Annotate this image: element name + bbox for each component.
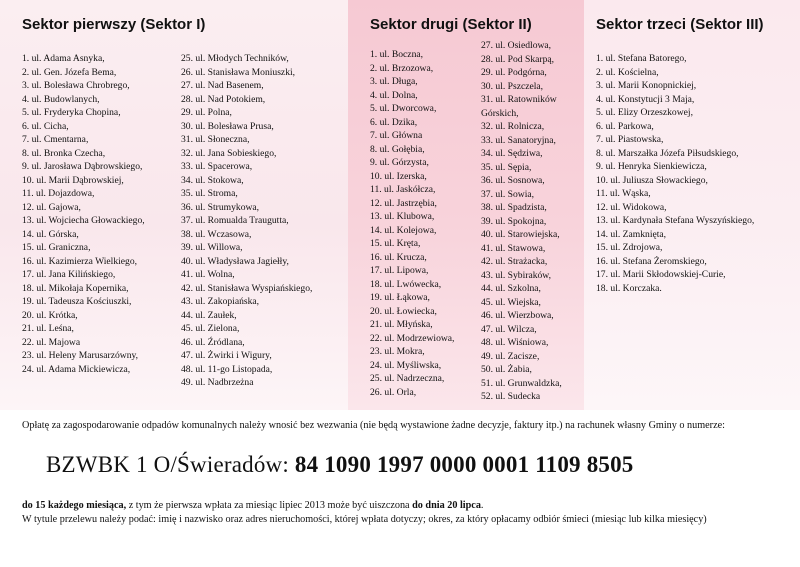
street-item: 42. ul. Stanisława Wyspiańskiego,: [181, 282, 313, 294]
street-item: 19. ul. Tadeusza Kościuszki,: [22, 296, 132, 307]
street-item: 31. ul. Ratowników Górskich,: [481, 94, 557, 119]
deadline-text: do 15 każdego miesiąca,: [22, 500, 127, 511]
street-item: 18. ul. Mikołaja Kopernika,: [22, 282, 129, 294]
street-item: 33. ul. Sanatoryjna,: [481, 134, 556, 146]
street-item: 22. ul. Majowa: [22, 336, 81, 348]
street-item: 41. ul. Wolna,: [181, 269, 235, 280]
street-item: 27. ul. Osiedlowa,: [481, 40, 552, 51]
street-item: 28. ul. Pod Skarpą,: [481, 53, 555, 65]
street-item: 32. ul. Rolnicza,: [481, 121, 545, 132]
transfer-title-info: W tytule przelewu należy podać: imię i nazwisko oraz adres nieruchomości, której wpłata dotyczy; okres, za który opłacamy odbiór śmieci (miesiąc lub kilka miesięcy): [22, 513, 707, 525]
street-item: 14. ul. Górska,: [22, 228, 79, 240]
street-item: 45. ul. Wiejska,: [481, 296, 541, 308]
street-item: 15. ul. Kręta,: [370, 238, 421, 249]
street-item: 43. ul. Sybiraków,: [481, 269, 551, 281]
street-item: 4. ul. Budowlanych,: [22, 93, 100, 105]
street-item: 20. ul. Łowiecka,: [370, 305, 437, 317]
street-item: 17. ul. Marii Skłodowskiej-Curie,: [596, 269, 726, 280]
street-item: 28. ul. Nad Potokiem,: [181, 93, 266, 105]
payment-deadline-info: [22, 499, 782, 526]
sector-1-street-list-right: [181, 52, 312, 390]
street-item: 3. ul. Marii Konopnickiej,: [596, 80, 697, 91]
street-item: 24. ul. Myśliwska,: [370, 359, 442, 371]
street-item: 42. ul. Strażacka,: [481, 256, 548, 267]
street-item: 14. ul. Kolejowa,: [370, 224, 437, 236]
street-item: 34. ul. Stokowa,: [181, 174, 244, 186]
street-item: 13. ul. Wojciecha Głowackiego,: [22, 215, 145, 226]
street-item: 5. ul. Fryderyka Chopina,: [22, 107, 121, 118]
street-item: 13. ul. Klubowa,: [370, 211, 435, 222]
street-item: 9. ul. Górzysta,: [370, 157, 429, 168]
street-item: 47. ul. Żwirki i Wigury,: [181, 350, 272, 361]
street-item: 18. ul. Lwówecka,: [370, 278, 442, 290]
street-item: 12. ul. Gajowa,: [22, 201, 81, 213]
street-item: 36. ul. Sosnowa,: [481, 175, 545, 186]
street-item: 14. ul. Zamknięta,: [596, 228, 667, 240]
deadline-end: .: [480, 500, 484, 511]
street-item: 37. ul. Sowia,: [481, 188, 535, 200]
street-item: 20. ul. Krótka,: [22, 309, 78, 321]
street-item: 2. ul. Gen. Józefa Bema,: [22, 66, 117, 78]
sector-2-street-list-right: [481, 39, 562, 404]
street-item: 44. ul. Szkolna,: [481, 283, 541, 294]
street-item: 11. ul. Dojazdowa,: [22, 188, 95, 199]
street-item: 21. ul. Leśna,: [22, 323, 74, 334]
street-item: 3. ul. Bolesława Chrobrego,: [22, 80, 130, 91]
street-item: 39. ul. Spokojna,: [481, 215, 547, 227]
bank-name: BZWBK 1 O/Świeradów:: [46, 452, 289, 477]
sector-3-street-list: [596, 52, 754, 295]
street-item: 1. ul. Boczna,: [370, 49, 424, 60]
street-item: 46. ul. Źródlana,: [181, 336, 245, 348]
street-item: 29. ul. Polna,: [181, 107, 232, 118]
street-item: 46. ul. Wierzbowa,: [481, 310, 554, 321]
street-item: 17. ul. Jana Kilińskiego,: [22, 269, 116, 280]
street-item: 30. ul. Bolesława Prusa,: [181, 120, 274, 132]
bank-account-line: [46, 452, 634, 478]
street-item: 33. ul. Spacerowa,: [181, 161, 253, 172]
street-item: 18. ul. Korczaka.: [596, 282, 662, 294]
street-item: 6. ul. Dzika,: [370, 116, 418, 128]
street-item: 52. ul. Sudecka: [481, 391, 541, 402]
street-item: 7. ul. Piastowska,: [596, 134, 664, 145]
street-item: 38. ul. Spadzista,: [481, 202, 547, 213]
street-item: 6. ul. Cicha,: [22, 120, 69, 132]
sector-2-street-list-left: [370, 48, 454, 399]
street-item: 49. ul. Nadbrzeżna: [181, 377, 254, 388]
street-item: 27. ul. Nad Basenem,: [181, 80, 264, 91]
street-item: 1. ul. Stefana Batorego,: [596, 53, 687, 64]
street-item: 4. ul. Dolna,: [370, 89, 418, 101]
street-item: 40. ul. Starowiejska,: [481, 229, 560, 240]
street-item: 9. ul. Jarosława Dąbrowskiego,: [22, 161, 143, 172]
street-item: 12. ul. Jastrzębia,: [370, 197, 437, 209]
street-item: 25. ul. Młodych Techników,: [181, 53, 289, 64]
street-item: 29. ul. Podgórna,: [481, 67, 547, 78]
street-item: 50. ul. Żabia,: [481, 364, 532, 375]
street-item: 7. ul. Cmentarna,: [22, 134, 89, 145]
street-item: 16. ul. Kazimierza Wielkiego,: [22, 255, 138, 267]
street-item: 49. ul. Zacisze,: [481, 350, 540, 362]
street-item: 4. ul. Konstytucji 3 Maja,: [596, 93, 695, 105]
street-item: 23. ul. Heleny Marusarzówny,: [22, 350, 139, 361]
street-item: 7. ul. Główna: [370, 130, 423, 141]
sector-2-panel: [348, 0, 584, 410]
street-item: 31. ul. Słoneczna,: [181, 134, 250, 145]
street-item: 9. ul. Henryka Sienkiewicza,: [596, 161, 707, 172]
street-item: 10. ul. Marii Dąbrowskiej,: [22, 174, 124, 186]
street-item: 47. ul. Wilcza,: [481, 323, 537, 335]
street-item: 15. ul. Graniczna,: [22, 242, 91, 253]
sector-2-title: Sektor drugi (Sektor II): [370, 16, 532, 33]
street-item: 26. ul. Orla,: [370, 386, 417, 398]
street-item: 43. ul. Zakopiańska,: [181, 296, 260, 307]
deadline-date: do dnia 20 lipca: [412, 500, 481, 511]
street-item: 16. ul. Stefana Żeromskiego,: [596, 255, 707, 267]
street-item: 2. ul. Kościelna,: [596, 66, 659, 78]
payment-instructions: Opłatę za zagospodarowanie odpadów komunalnych należy wnosić bez wezwania (nie będą wystawione żadne decyzje, faktury itp.) na rachunek własny Gminy o numerze:: [22, 420, 725, 431]
street-item: 51. ul. Grunwaldzka,: [481, 377, 562, 389]
street-item: 40. ul. Władysława Jagiełły,: [181, 255, 289, 267]
street-item: 8. ul. Gołębia,: [370, 143, 425, 155]
street-item: 12. ul. Widokowa,: [596, 201, 667, 213]
street-item: 41. ul. Stawowa,: [481, 242, 546, 254]
street-item: 37. ul. Romualda Traugutta,: [181, 215, 289, 226]
street-item: 3. ul. Długa,: [370, 76, 418, 87]
street-item: 30. ul. Pszczela,: [481, 80, 544, 92]
street-item: 11. ul. Jaskółcza,: [370, 184, 436, 195]
sector-1-street-list-left: [22, 52, 145, 376]
account-number: 84 1090 1997 0000 0001 1109 8505: [294, 452, 634, 477]
street-item: 15. ul. Zdrojowa,: [596, 242, 663, 253]
street-item: 21. ul. Młyńska,: [370, 319, 433, 330]
street-item: 10. ul. Juliusza Słowackiego,: [596, 174, 708, 186]
street-item: 1. ul. Adama Asnyka,: [22, 53, 105, 64]
sector-3-title: Sektor trzeci (Sektor III): [596, 16, 764, 33]
street-item: 34. ul. Sędziwa,: [481, 148, 543, 159]
street-item: 45. ul. Zielona,: [181, 323, 240, 334]
street-item: 38. ul. Wczasowa,: [181, 228, 252, 240]
street-item: 8. ul. Bronka Czecha,: [22, 147, 106, 159]
street-item: 23. ul. Mokra,: [370, 346, 425, 357]
street-item: 19. ul. Łąkowa,: [370, 292, 430, 303]
street-item: 2. ul. Brzozowa,: [370, 62, 434, 74]
street-item: 5. ul. Elizy Orzeszkowej,: [596, 107, 693, 118]
street-item: 32. ul. Jana Sobieskiego,: [181, 147, 277, 159]
street-item: 5. ul. Dworcowa,: [370, 103, 437, 114]
street-item: 6. ul. Parkowa,: [596, 120, 654, 132]
street-item: 17. ul. Lipowa,: [370, 265, 429, 276]
deadline-rest: z tym że pierwsza wpłata za miesiąc lipiec 2013 może być uiszczona: [126, 500, 413, 511]
street-item: 16. ul. Krucza,: [370, 251, 427, 263]
sector-3-panel: [584, 0, 800, 410]
street-item: 11. ul. Wąska,: [596, 188, 651, 199]
street-item: 24. ul. Adama Mickiewicza,: [22, 363, 131, 375]
street-item: 25. ul. Nadrzeczna,: [370, 373, 445, 384]
sector-1-panel: [0, 0, 348, 410]
street-item: 36. ul. Strumykowa,: [181, 201, 260, 213]
street-item: 22. ul. Modrzewiowa,: [370, 332, 455, 344]
street-item: 48. ul. 11-go Listopada,: [181, 363, 273, 375]
street-item: 13. ul. Kardynała Stefana Wyszyńskiego,: [596, 215, 755, 226]
street-item: 10. ul. Izerska,: [370, 170, 427, 182]
street-item: 35. ul. Sępia,: [481, 161, 532, 173]
street-item: 44. ul. Zaułek,: [181, 309, 237, 321]
sector-1-title: Sektor pierwszy (Sektor I): [22, 16, 206, 33]
street-item: 48. ul. Wiśniowa,: [481, 337, 549, 348]
street-item: 26. ul. Stanisława Moniuszki,: [181, 66, 296, 78]
street-item: 8. ul. Marszałka Józefa Piłsudskiego,: [596, 147, 739, 159]
street-item: 39. ul. Willowa,: [181, 242, 243, 253]
street-item: 35. ul. Stroma,: [181, 188, 238, 199]
